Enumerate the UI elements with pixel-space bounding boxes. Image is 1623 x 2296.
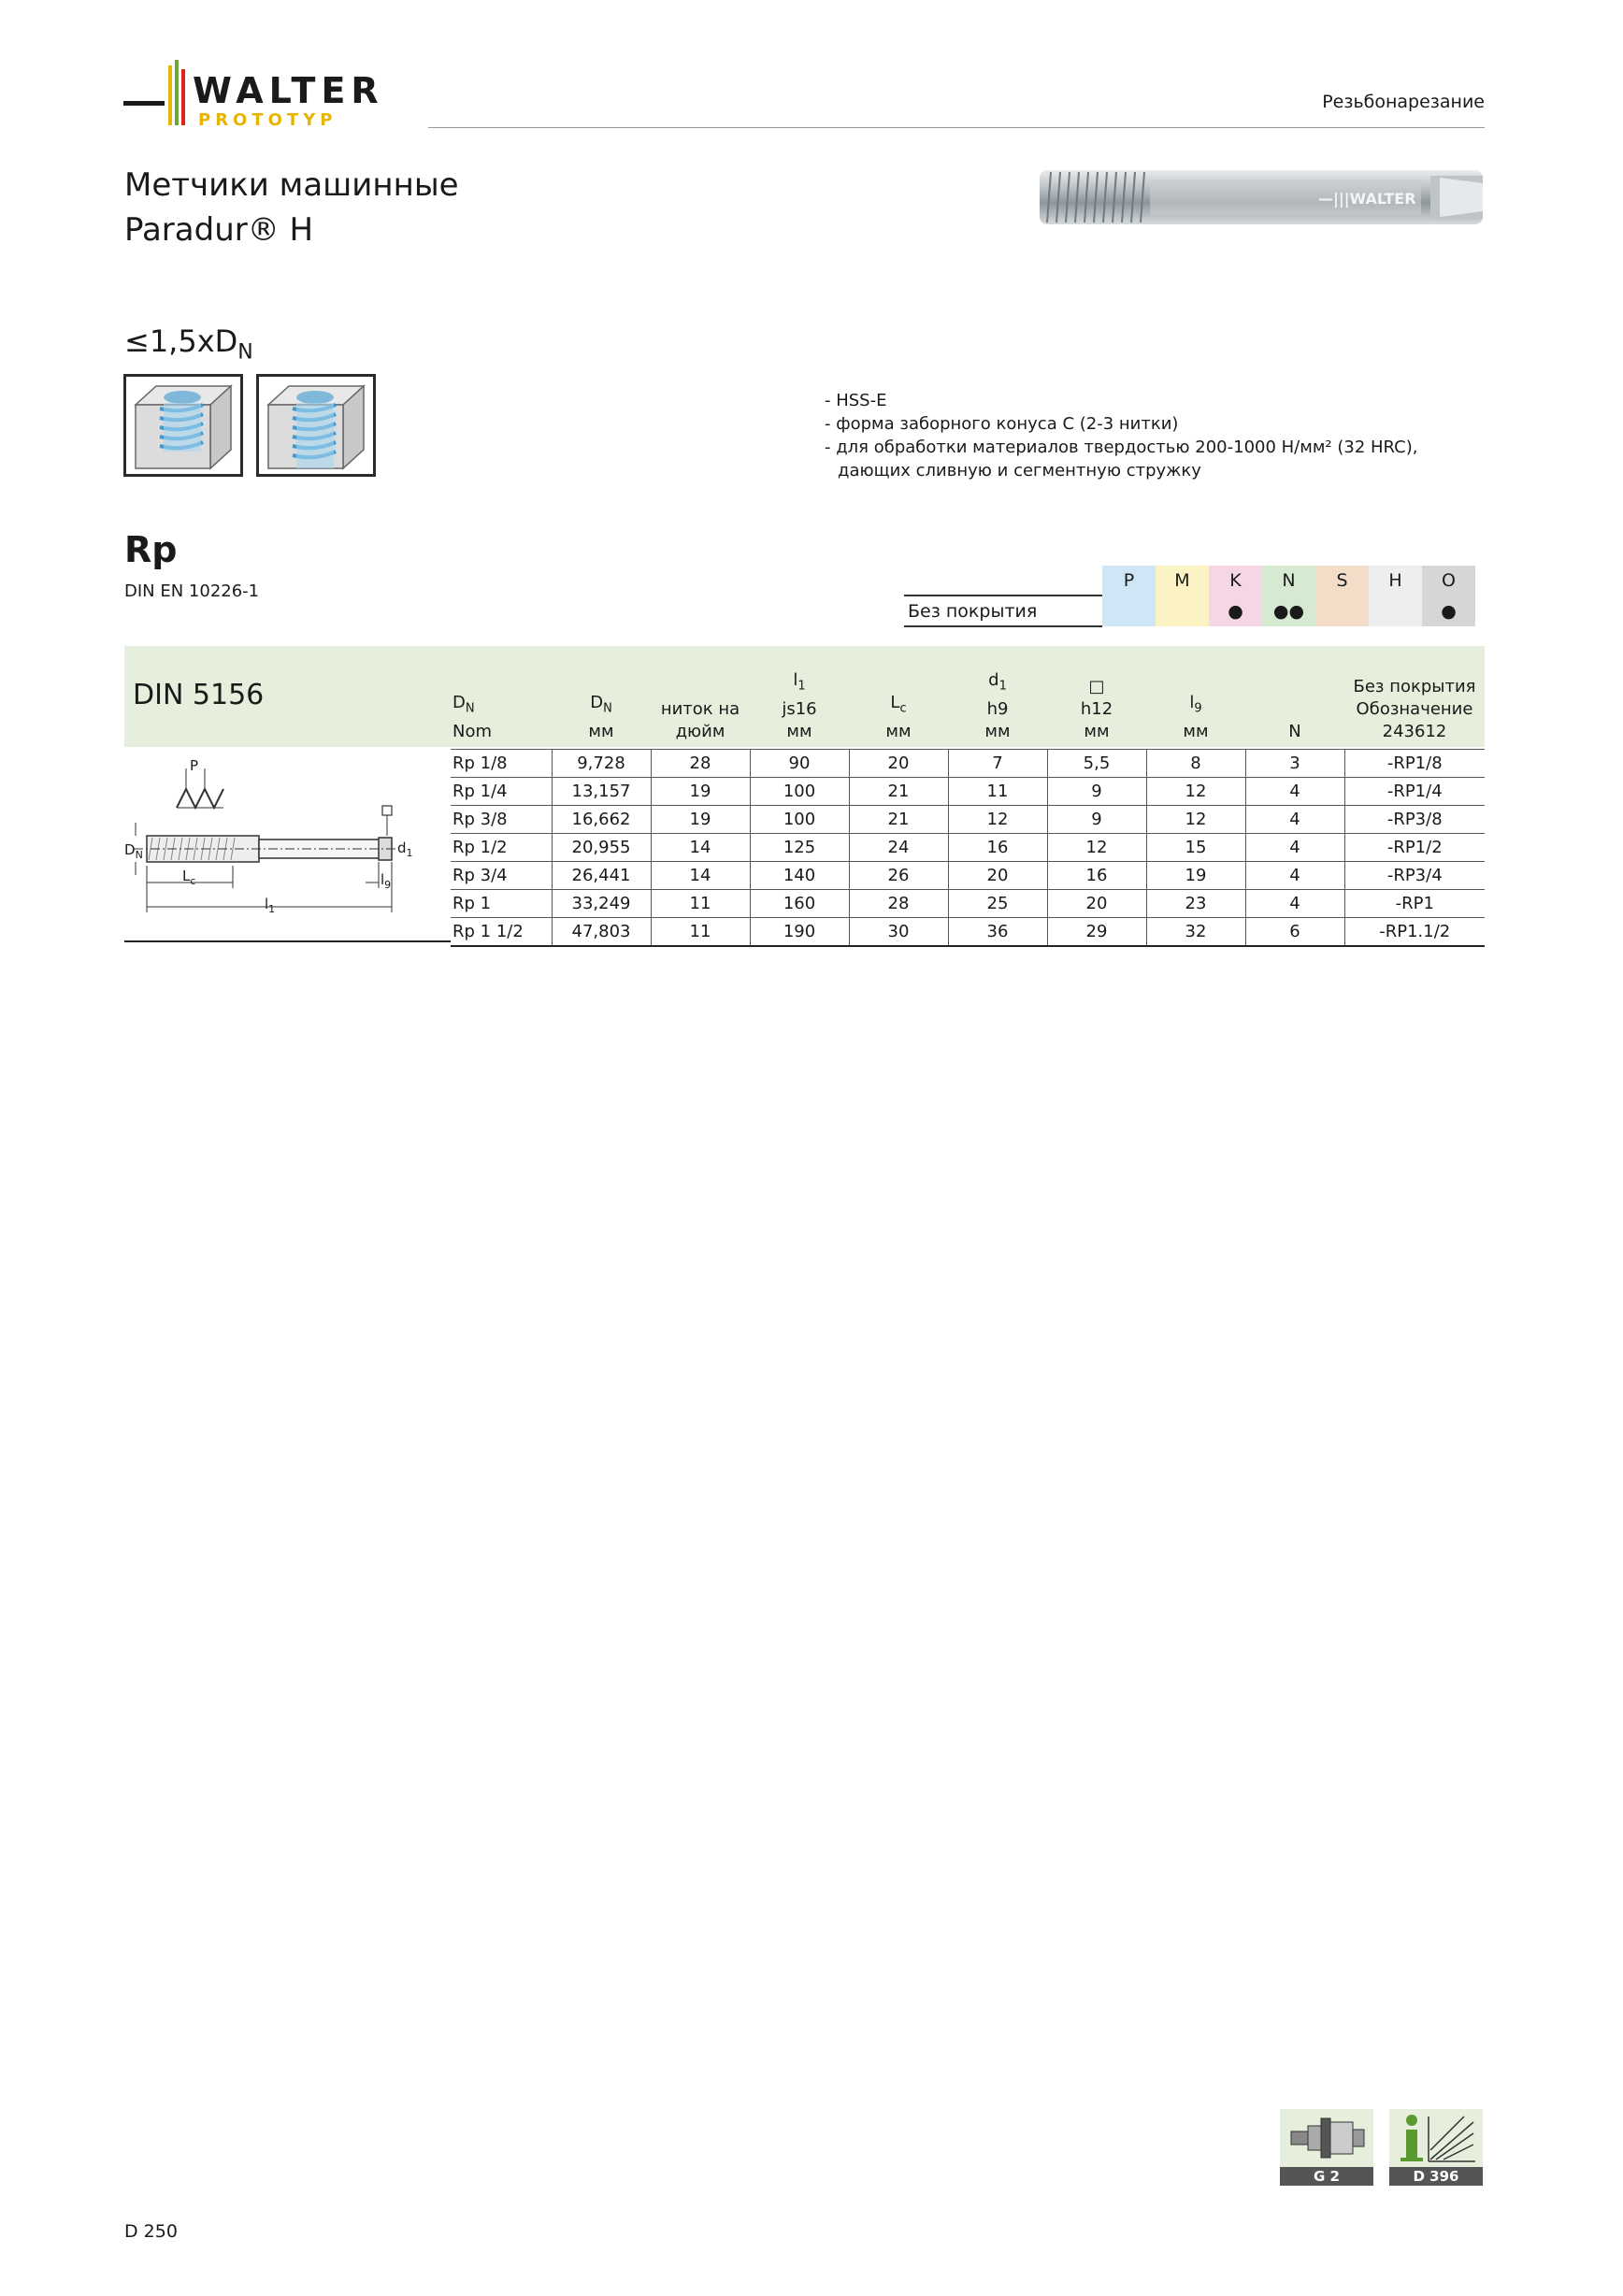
table-cell: 20,955: [552, 834, 651, 862]
table-cell: Rp 1 1/2: [451, 918, 552, 947]
column-header: $D_N$ Nom: [452, 693, 493, 741]
material-m-header: M: [1156, 566, 1209, 596]
table-cell: 9,728: [552, 750, 651, 778]
table-cell: -RP1: [1344, 890, 1485, 918]
table-cell: 20: [948, 862, 1047, 890]
machine-tap-image: [1038, 166, 1485, 228]
table-row: [451, 778, 1485, 806]
table-cell: 28: [651, 750, 750, 778]
depth-sub: N: [237, 340, 253, 365]
table-cell: 9: [1047, 778, 1146, 806]
table-cell: -RP1/4: [1344, 778, 1485, 806]
table-cell: 140: [750, 862, 849, 890]
table-cell: -RP1.1/2: [1344, 918, 1485, 947]
table-cell: 29: [1047, 918, 1146, 947]
material-h-mark: [1369, 596, 1422, 626]
material-n-mark: ●●: [1262, 596, 1315, 626]
feature-item: - для обработки материалов твердостью 200-1000 Н/мм² (32 HRC),: [825, 438, 1418, 457]
material-n-header: N: [1262, 566, 1315, 596]
table-bottom-rule: [124, 940, 451, 942]
material-p-header: P: [1102, 566, 1156, 596]
material-s-header: S: [1315, 566, 1369, 596]
table-cell: 30: [849, 918, 948, 947]
feature-item: - HSS-E: [825, 391, 887, 410]
blind-hole-icon: [123, 374, 243, 477]
column-header: $l_1$ js16 мм: [782, 670, 817, 741]
table-cell: 8: [1146, 750, 1245, 778]
table-cell: 20: [849, 750, 948, 778]
table-row: [451, 806, 1485, 834]
feature-item: - форма заборного конуса C (2-3 нитки): [825, 414, 1179, 434]
logo-prototyp-text: PROTOTYP: [198, 110, 338, 130]
table-cell: 33,249: [552, 890, 651, 918]
table-row: [451, 834, 1485, 862]
coating-label: Без покрытия: [904, 596, 1102, 626]
thread-standard: DIN EN 10226-1: [124, 581, 260, 601]
material-h-header: H: [1369, 566, 1422, 596]
pitch-label: P: [190, 757, 199, 774]
table-cell: 9: [1047, 806, 1146, 834]
tool-holder-ref[interactable]: G 2: [1280, 2167, 1373, 2186]
column-header: $L_c$ мм: [885, 693, 912, 741]
l1-label: $l_1$: [265, 896, 276, 915]
product-title-line1: Метчики машинные: [124, 166, 459, 204]
din-standard-title: DIN 5156: [133, 679, 265, 711]
table-row: [451, 918, 1485, 947]
table-cell: Rp 1/4: [451, 778, 552, 806]
table-cell: Rp 1/8: [451, 750, 552, 778]
table-cell: 12: [948, 806, 1047, 834]
lc-label: $L_c$: [182, 868, 196, 887]
table-cell: 4: [1245, 806, 1344, 834]
table-cell: 100: [750, 806, 849, 834]
feature-item: дающих сливную и сегментную стружку: [838, 461, 1201, 481]
table-cell: 12: [1047, 834, 1146, 862]
table-cell: 36: [948, 918, 1047, 947]
tool-holder-icon[interactable]: [1280, 2109, 1373, 2186]
table-cell: 13,157: [552, 778, 651, 806]
table-cell: 20: [1047, 890, 1146, 918]
tap-dimension-drawing: [124, 748, 413, 935]
depth-indicator: [124, 323, 253, 364]
dn-label: $D_N$: [124, 841, 143, 861]
column-header: ниток на дюйм: [660, 699, 740, 741]
table-cell: 90: [750, 750, 849, 778]
table-cell: 28: [849, 890, 948, 918]
table-cell: 190: [750, 918, 849, 947]
column-header: □ h12 мм: [1080, 677, 1113, 741]
table-cell: 4: [1245, 890, 1344, 918]
column-header: Без покрытия Обозначение 243612: [1353, 677, 1476, 741]
header-divider: [428, 127, 1485, 128]
table-cell: 21: [849, 806, 948, 834]
material-o-header: O: [1422, 566, 1475, 596]
info-chart-icon[interactable]: [1389, 2109, 1483, 2186]
column-header: $D_N$ мм: [588, 693, 614, 741]
table-cell: 15: [1146, 834, 1245, 862]
column-header: N: [1288, 722, 1301, 741]
table-cell: 4: [1245, 778, 1344, 806]
material-k-header: K: [1209, 566, 1262, 596]
table-cell: 26: [849, 862, 948, 890]
table-cell: -RP3/4: [1344, 862, 1485, 890]
table-cell: 4: [1245, 834, 1344, 862]
section-label: Резьбонарезание: [1322, 92, 1485, 112]
table-cell: 16: [1047, 862, 1146, 890]
table-cell: 47,803: [552, 918, 651, 947]
table-cell: 16: [948, 834, 1047, 862]
table-cell: Rp 3/4: [451, 862, 552, 890]
table-cell: 16,662: [552, 806, 651, 834]
table-cell: 11: [948, 778, 1047, 806]
table-cell: 19: [1146, 862, 1245, 890]
table-cell: 19: [651, 778, 750, 806]
table-row: [451, 750, 1485, 778]
material-group-grid: [904, 566, 1475, 627]
table-cell: 3: [1245, 750, 1344, 778]
info-chart-ref[interactable]: D 396: [1389, 2167, 1483, 2186]
table-row: [451, 890, 1485, 918]
table-cell: 7: [948, 750, 1047, 778]
through-hole-icon: [256, 374, 376, 477]
table-cell: Rp 3/8: [451, 806, 552, 834]
table-cell: 5,5: [1047, 750, 1146, 778]
material-s-mark: [1315, 596, 1369, 626]
thread-type-title: Rp: [124, 529, 178, 570]
table-cell: 12: [1146, 778, 1245, 806]
column-header: $l_9$ мм: [1183, 693, 1209, 741]
column-header: $d_1$ h9 мм: [984, 670, 1011, 741]
material-k-mark: ●: [1209, 596, 1262, 626]
feature-list: [825, 389, 1417, 482]
table-cell: 24: [849, 834, 948, 862]
logo-walter-text: WALTER: [193, 70, 384, 111]
table-cell: 25: [948, 890, 1047, 918]
table-cell: 21: [849, 778, 948, 806]
table-cell: -RP1/2: [1344, 834, 1485, 862]
l9-label: $l_9$: [381, 871, 392, 891]
table-cell: 26,441: [552, 862, 651, 890]
table-cell: 14: [651, 862, 750, 890]
tap-dimensions-table: [451, 659, 1485, 947]
material-p-mark: [1102, 596, 1156, 626]
table-cell: 12: [1146, 806, 1245, 834]
table-cell: 23: [1146, 890, 1245, 918]
table-cell: 11: [651, 918, 750, 947]
table-cell: 160: [750, 890, 849, 918]
table-cell: 32: [1146, 918, 1245, 947]
d1-label: $d_1$: [397, 839, 413, 859]
table-cell: Rp 1/2: [451, 834, 552, 862]
material-o-mark: ●: [1422, 596, 1475, 626]
table-cell: 100: [750, 778, 849, 806]
table-cell: Rp 1: [451, 890, 552, 918]
walter-prototyp-logo: [123, 60, 404, 135]
table-cell: 6: [1245, 918, 1344, 947]
table-cell: 14: [651, 834, 750, 862]
page-number: D 250: [124, 2221, 178, 2242]
table-cell: -RP1/8: [1344, 750, 1485, 778]
table-cell: 11: [651, 890, 750, 918]
table-cell: 125: [750, 834, 849, 862]
table-row: [451, 862, 1485, 890]
product-title-line2: Paradur® H: [124, 211, 314, 249]
table-cell: 19: [651, 806, 750, 834]
table-cell: 4: [1245, 862, 1344, 890]
svg-text:—|||WALTER: —|||WALTER: [1318, 190, 1416, 208]
depth-prefix: ≤1,5xD: [124, 323, 238, 359]
material-m-mark: [1156, 596, 1209, 626]
table-cell: -RP3/8: [1344, 806, 1485, 834]
